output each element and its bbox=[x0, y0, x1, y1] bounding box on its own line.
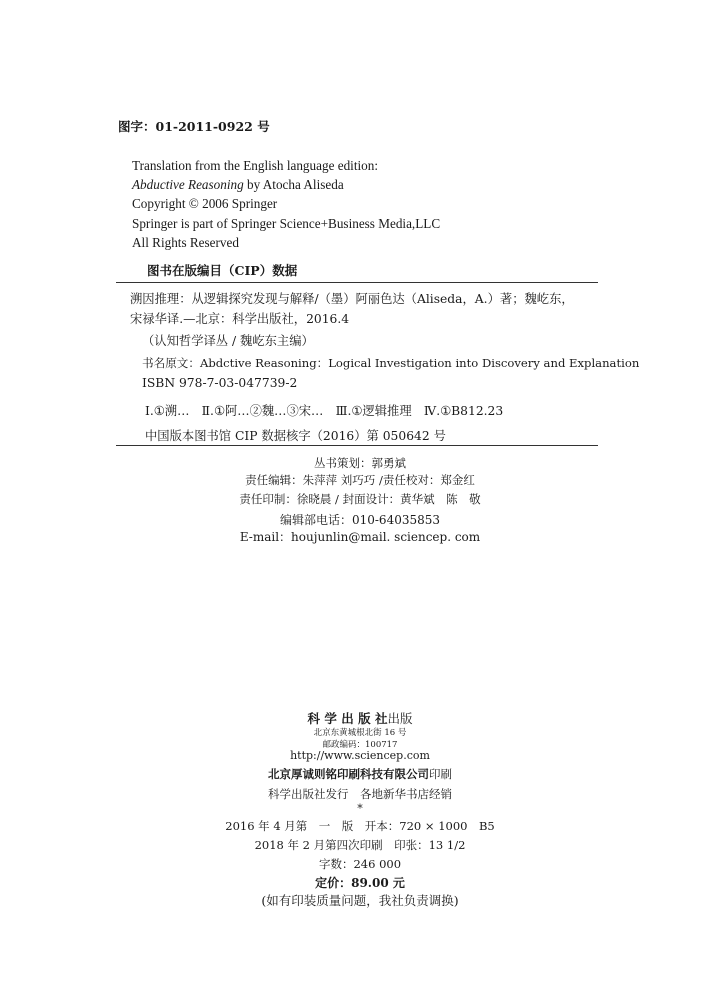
publisher-address: 北京东黄城根北街 16 号 bbox=[313, 728, 407, 738]
original-book-title: Abductive Reasoning bbox=[132, 177, 244, 193]
editors-line: 责任编辑：朱萍萍 刘巧巧 /责任校对：郑金红 bbox=[245, 473, 475, 487]
publisher-name: 科 学 出 版 社 bbox=[307, 711, 388, 726]
cip-line: 溯因推理：从逻辑探究发现与解释/（墨）阿丽色达（Aliseda，A.）著；魏屹东， bbox=[130, 292, 574, 306]
printer-action: 印刷 bbox=[429, 767, 452, 781]
cip-line: 宋禄华译.—北京：科学出版社，2016.4 bbox=[130, 312, 350, 326]
publisher-line bbox=[0, 709, 720, 727]
translation-line: Translation from the English language edition: bbox=[132, 158, 379, 173]
cip-line: 书名原文：Abdctive Reasoning：Logical Investigation into Discovery and Explanation bbox=[142, 356, 640, 370]
editorial-email: E-mail：houjunlin@mail. sciencep. com bbox=[239, 530, 481, 544]
cip-bottom-rule bbox=[116, 445, 598, 446]
printer-name: 北京厚诚则铭印刷科技有限公司 bbox=[268, 767, 429, 781]
publisher-action: 出版 bbox=[387, 711, 413, 726]
printing-line: 2018 年 2 月第四次印刷 印张：13 1/2 bbox=[254, 838, 466, 852]
cip-line: ISBN 978-7-03-047739-2 bbox=[142, 376, 298, 390]
translation-line: Springer is part of Springer Science+Business Media,LLC bbox=[132, 215, 441, 231]
publisher-url: http://www.sciencep.com bbox=[290, 749, 430, 762]
cip-top-rule bbox=[116, 282, 598, 283]
word-count: 字数：246 000 bbox=[318, 857, 402, 871]
production-line: 责任印制：徐晓晨 / 封面设计：黄华斌 陈 敬 bbox=[239, 492, 481, 506]
copyright-registration-number: 图字：01-2011-0922 号 bbox=[118, 119, 270, 134]
publisher-postcode: 邮政编码：100717 bbox=[322, 740, 398, 750]
distribution-line: 科学出版社发行 各地新华书店经销 bbox=[268, 787, 452, 801]
printer-line bbox=[0, 766, 720, 782]
price: 定价：89.00 元 bbox=[315, 876, 405, 890]
cip-title: 图书在版编目（CIP）数据 bbox=[147, 263, 298, 278]
cip-line: Ⅰ.①溯… Ⅱ.①阿…②魏…③宋… Ⅲ.①逻辑推理 Ⅳ.①B812.23 bbox=[145, 404, 504, 418]
series-planner: 丛书策划：郭勇斌 bbox=[314, 456, 406, 470]
translation-line bbox=[132, 175, 440, 194]
separator-star: * bbox=[357, 802, 363, 815]
editorial-phone: 编辑部电话：010-64035853 bbox=[279, 513, 441, 527]
cip-line: 中国版本图书馆 CIP 数据核字（2016）第 050642 号 bbox=[145, 429, 446, 443]
translation-line: All Rights Reserved bbox=[132, 234, 239, 250]
cip-line: （认知哲学译丛 / 魏屹东主编） bbox=[142, 334, 314, 348]
quality-notice: (如有印装质量问题，我社负责调换) bbox=[261, 893, 459, 908]
translation-line: Copyright © 2006 Springer bbox=[132, 196, 278, 212]
original-author: by Atocha Aliseda bbox=[243, 177, 344, 193]
translation-notice bbox=[132, 156, 440, 252]
edition-line: 2016 年 4 月第 一 版 开本：720 × 1000 B5 bbox=[225, 819, 495, 833]
